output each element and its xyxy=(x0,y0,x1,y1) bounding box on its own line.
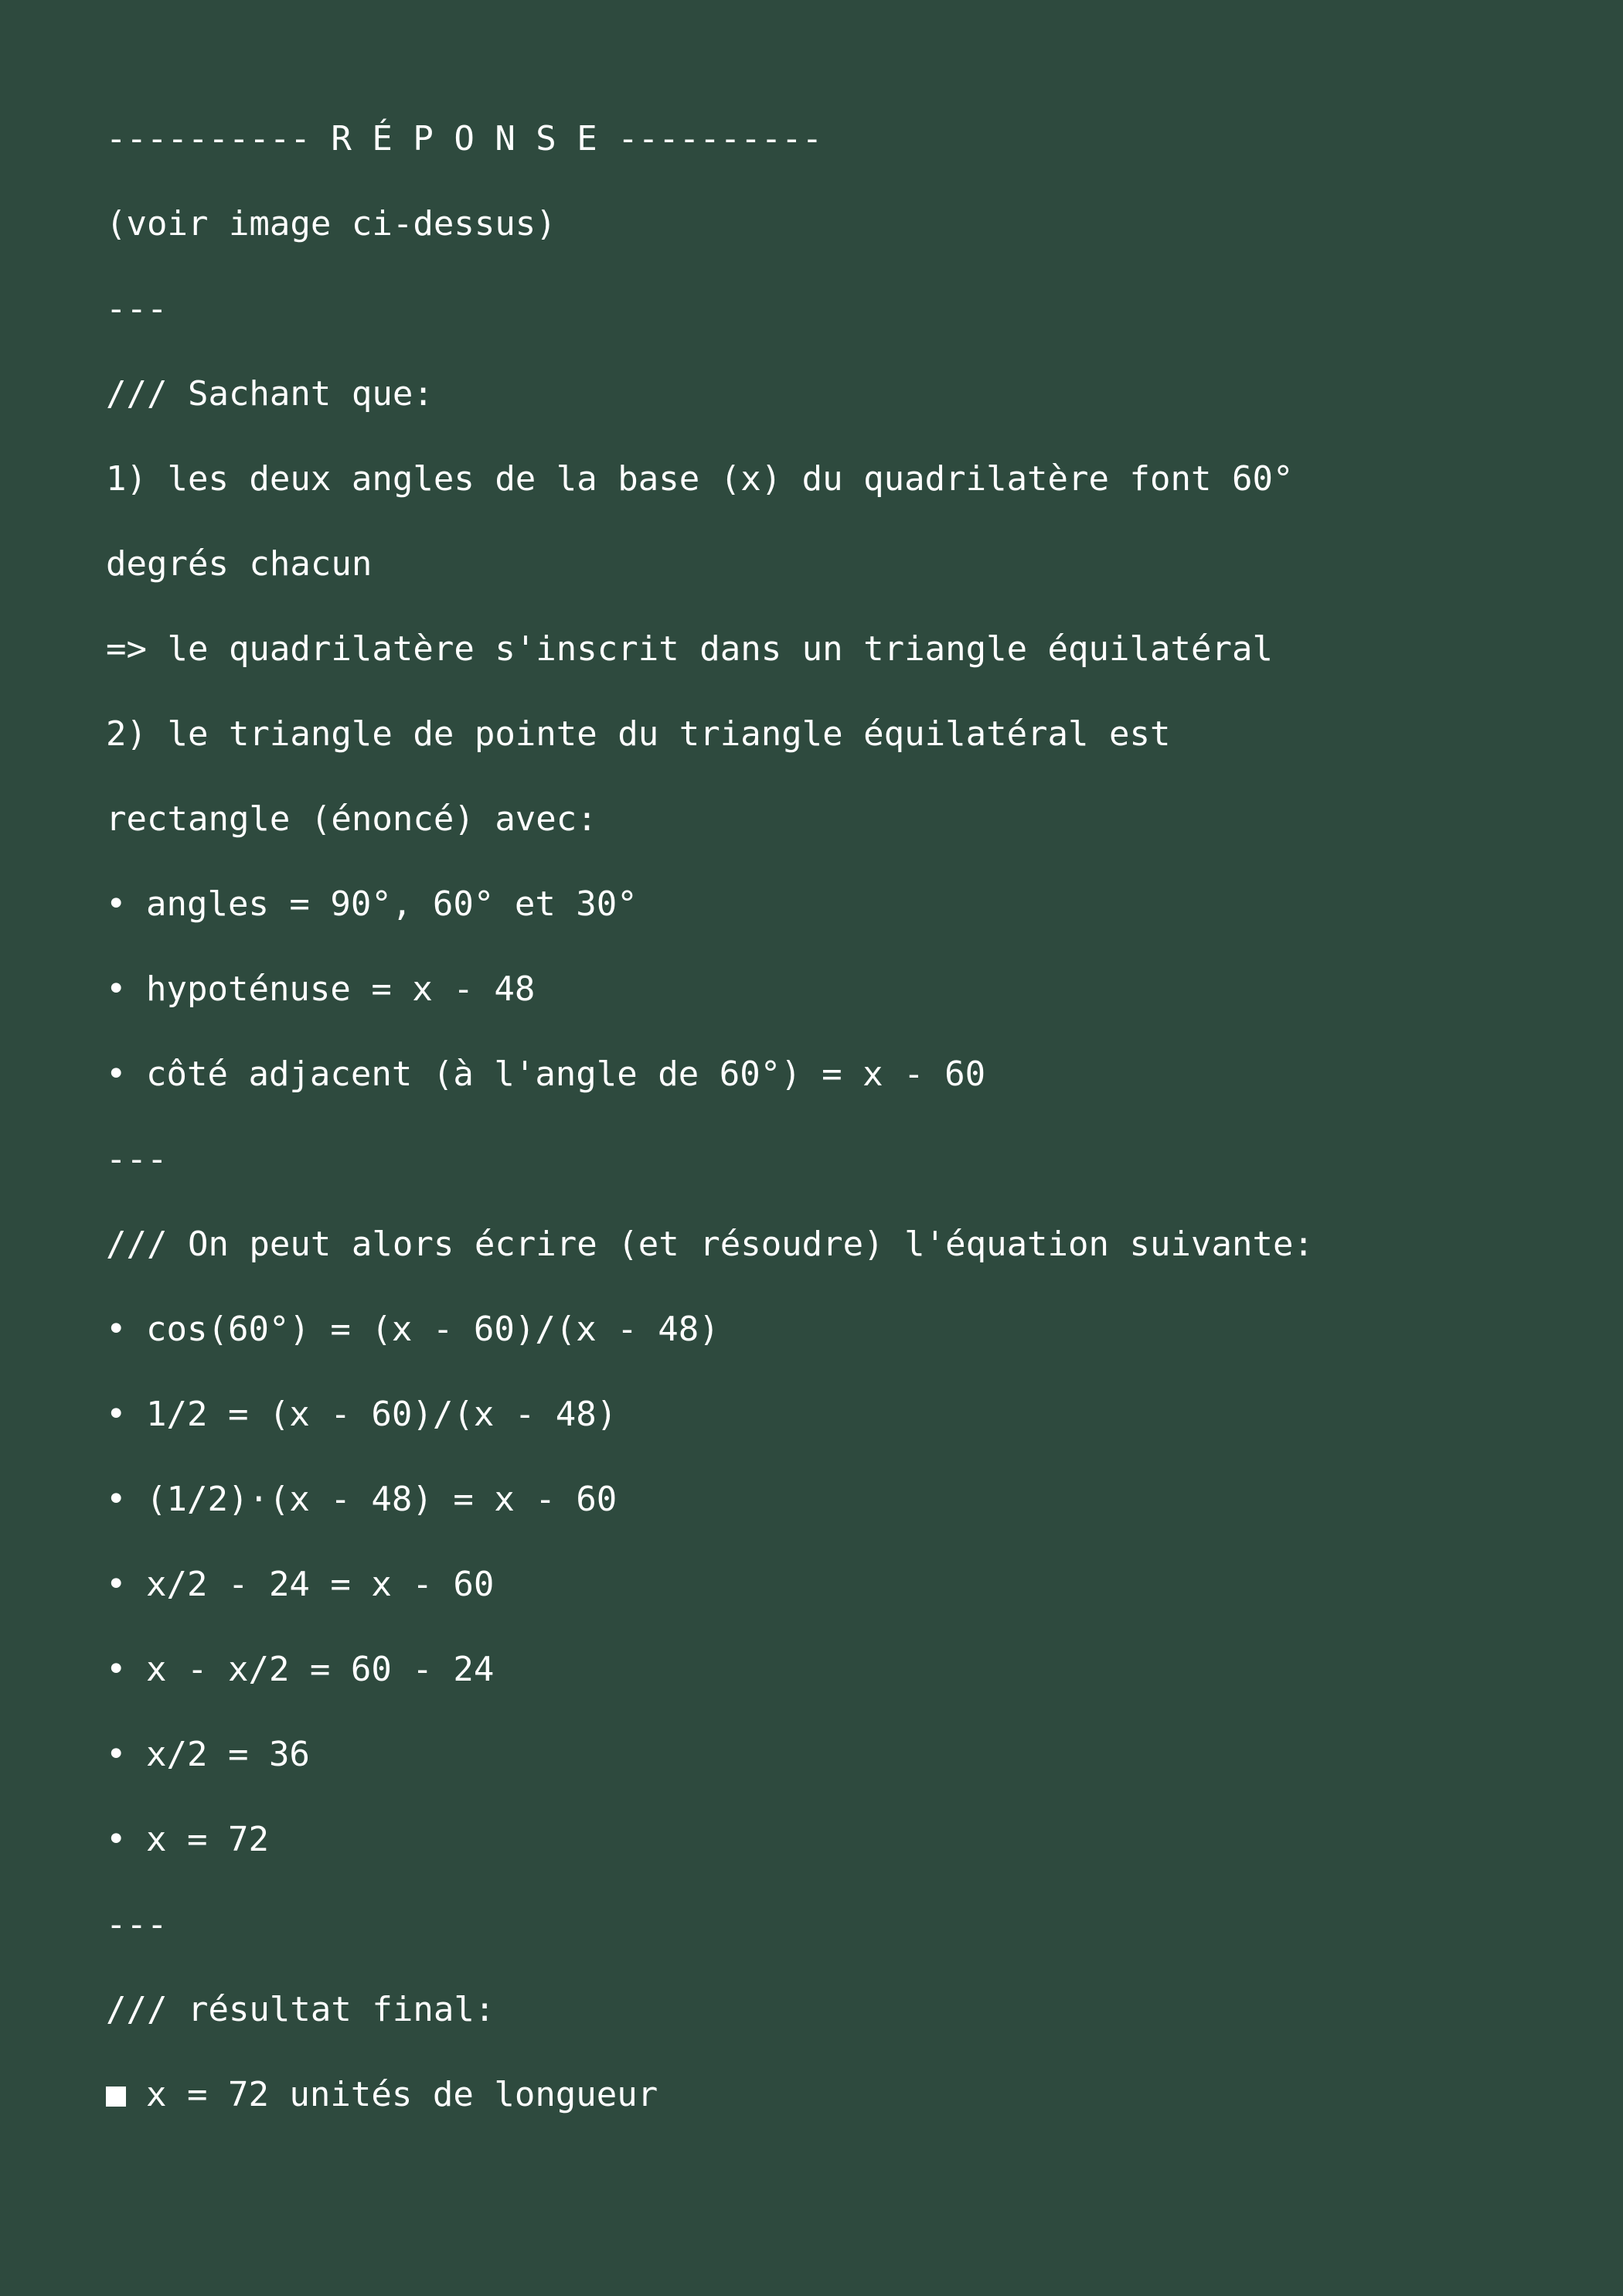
bullet-icon: • xyxy=(106,1565,127,1604)
bullet-icon: • xyxy=(106,1054,127,1094)
given-line-1a: 1) les deux angles de la base (x) du quadrilatère font 60° xyxy=(106,459,1294,499)
answer-document xyxy=(106,112,1574,2153)
square-bullet-icon xyxy=(106,2086,126,2107)
equation-step-text: (1/2)·(x - 48) = x - 60 xyxy=(146,1480,618,1519)
equation-step xyxy=(106,1558,1574,1643)
list-item xyxy=(106,1048,1574,1133)
see-image-note: (voir image ci-dessus) xyxy=(106,204,556,244)
final-result-text: x = 72 unités de longueur xyxy=(146,2075,658,2114)
equation-header: /// On peut alors écrire (et résoudre) l'équation suivante: xyxy=(106,1225,1314,1264)
bullet-icon: • xyxy=(106,1480,127,1519)
list-item xyxy=(106,962,1574,1048)
equation-step xyxy=(106,1813,1574,1898)
bullet-icon: • xyxy=(106,1310,127,1349)
bullet-icon: • xyxy=(106,884,127,924)
equation-step-text: x = 72 xyxy=(146,1820,269,1859)
list-item xyxy=(106,877,1574,962)
bullet-icon: • xyxy=(106,1820,127,1859)
given-line-2a: 2) le triangle de pointe du triangle équilatéral est xyxy=(106,714,1171,754)
given-line-1b: degrés chacun xyxy=(106,544,373,584)
equation-step-text: x - x/2 = 60 - 24 xyxy=(146,1650,495,1689)
bullet-icon: • xyxy=(106,969,127,1009)
equation-step-text: x/2 = 36 xyxy=(146,1735,310,1774)
equation-step-text: 1/2 = (x - 60)/(x - 48) xyxy=(146,1395,618,1434)
separator: --- xyxy=(106,1905,168,1944)
equation-step-text: x/2 - 24 = x - 60 xyxy=(146,1565,495,1604)
final-result xyxy=(106,2068,1574,2153)
bullet-icon: • xyxy=(106,1650,127,1689)
bullet-icon: • xyxy=(106,1735,127,1774)
given-line-2b: rectangle (énoncé) avec: xyxy=(106,799,597,839)
list-item-text: angles = 90°, 60° et 30° xyxy=(146,884,638,924)
bullet-icon: • xyxy=(106,1395,127,1434)
given-header: /// Sachant que: xyxy=(106,374,434,414)
equation-step xyxy=(106,1728,1574,1813)
equation-step xyxy=(106,1643,1574,1728)
equation-step-text: cos(60°) = (x - 60)/(x - 48) xyxy=(146,1310,720,1349)
list-item-text: hypoténuse = x - 48 xyxy=(146,969,536,1009)
result-header: /// résultat final: xyxy=(106,1990,495,2029)
equation-step xyxy=(106,1388,1574,1473)
separator: --- xyxy=(106,289,168,329)
list-item-text: côté adjacent (à l'angle de 60°) = x - 60 xyxy=(146,1054,986,1094)
equation-step xyxy=(106,1473,1574,1558)
equation-step xyxy=(106,1303,1574,1388)
given-line-1c: => le quadrilatère s'inscrit dans un triangle équilatéral xyxy=(106,629,1273,669)
answer-heading: ---------- R É P O N S E ---------- xyxy=(106,119,823,158)
separator: --- xyxy=(106,1139,168,1179)
